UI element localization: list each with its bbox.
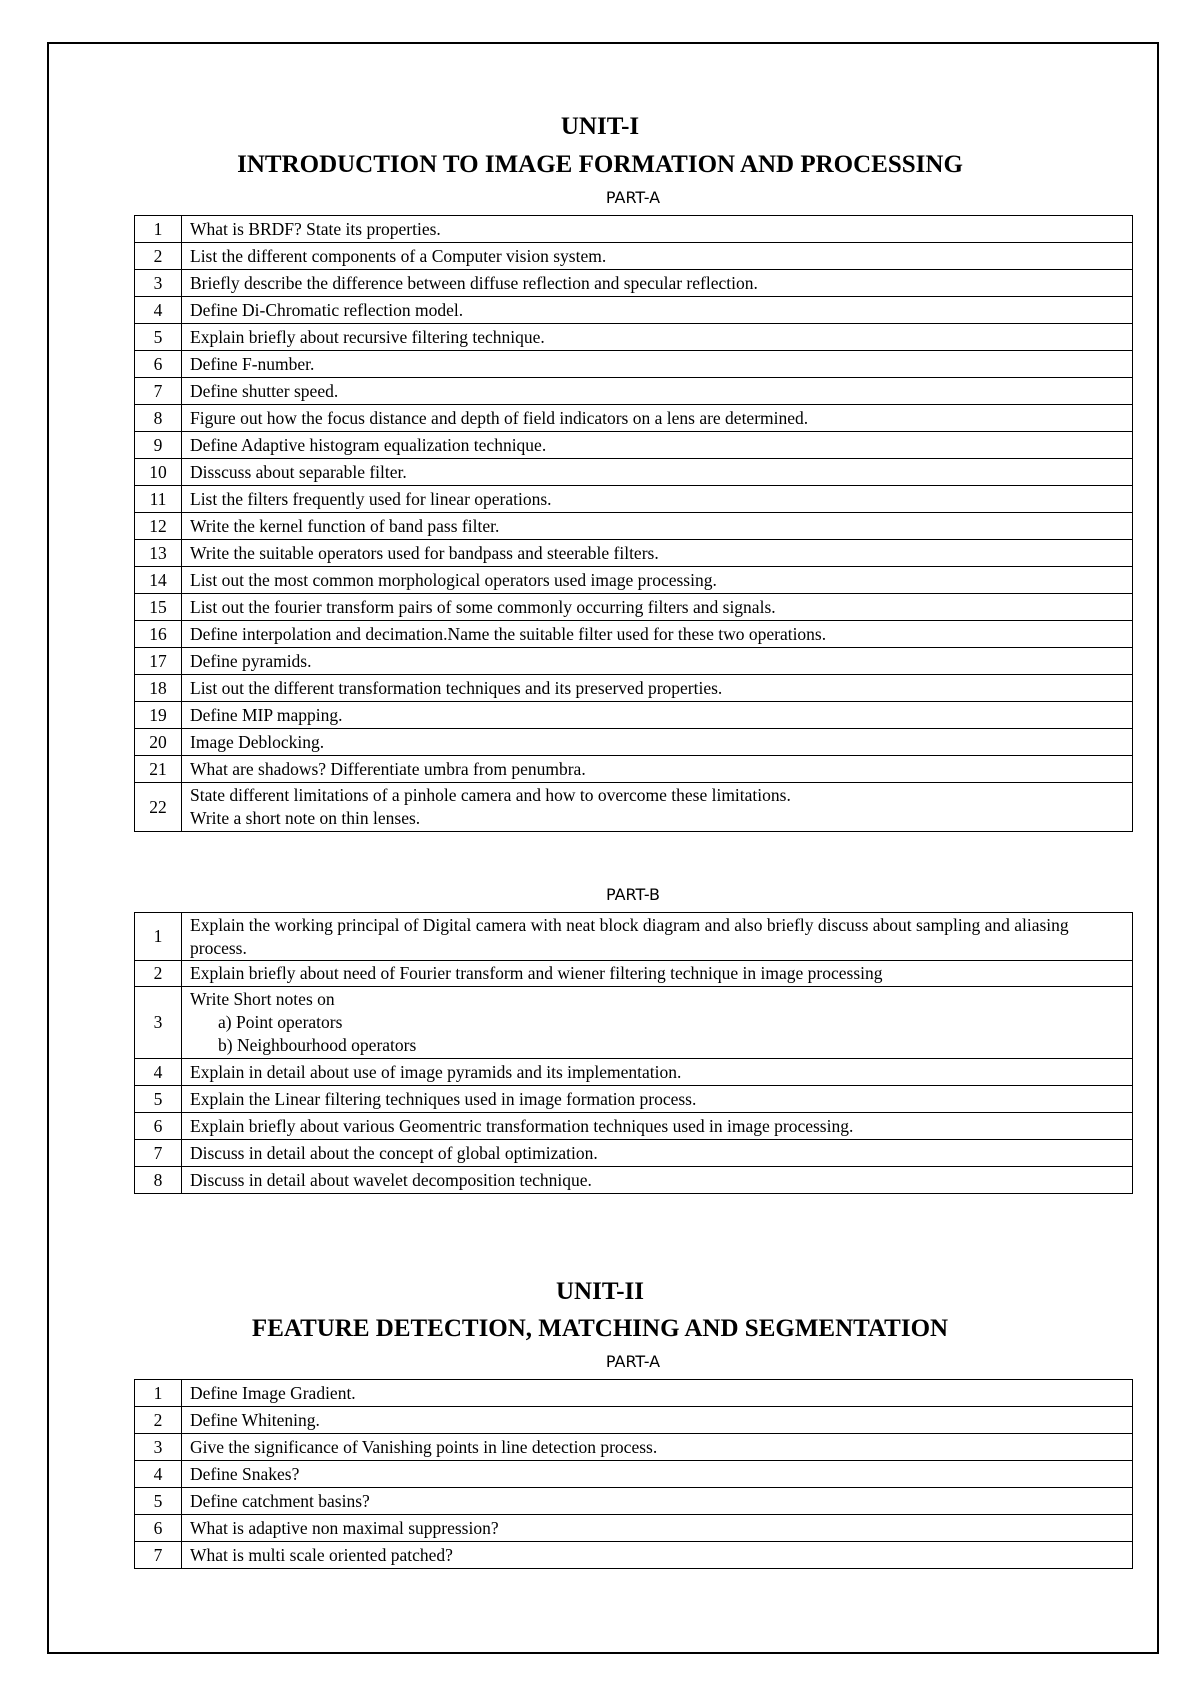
question-cell (182, 378, 1133, 405)
question-text: Write Short notes on (190, 989, 335, 1009)
question-cell (182, 1515, 1133, 1542)
question-number: 16 (135, 621, 182, 648)
question-number: 10 (135, 459, 182, 486)
question-cell (182, 961, 1133, 987)
question-row (135, 987, 1133, 1059)
question-cell (182, 756, 1133, 783)
question-text: Discuss in detail about the concept of global optimization. (190, 1142, 598, 1163)
question-row (135, 913, 1133, 961)
question-text: Explain briefly about various Geomentric transformation techniques used in image processing. (190, 1115, 854, 1136)
question-row (135, 297, 1133, 324)
question-number: 2 (135, 961, 182, 987)
question-number: 2 (135, 1407, 182, 1434)
question-row (135, 1140, 1133, 1167)
question-text: Explain briefly about recursive filtering technique. (190, 326, 545, 347)
question-text: Explain in detail about use of image pyramids and its implementation. (190, 1061, 682, 1082)
question-cell (182, 621, 1133, 648)
question-row (135, 702, 1133, 729)
question-cell (182, 702, 1133, 729)
question-text: What is multi scale oriented patched? (190, 1544, 453, 1565)
question-number: 8 (135, 405, 182, 432)
question-row (135, 351, 1133, 378)
unit-1-part-a-table (134, 215, 1133, 832)
question-number: 3 (135, 987, 182, 1059)
question-number: 4 (135, 297, 182, 324)
question-row (135, 1059, 1133, 1086)
question-number: 9 (135, 432, 182, 459)
unit-2-title: FEATURE DETECTION, MATCHING AND SEGMENTATION (251, 1315, 949, 1342)
question-row (135, 1434, 1133, 1461)
question-cell (182, 1407, 1133, 1434)
question-cell (182, 459, 1133, 486)
question-cell (182, 1086, 1133, 1113)
question-number: 22 (135, 783, 182, 832)
question-cell (182, 913, 1133, 961)
question-number: 4 (135, 1059, 182, 1086)
question-text: Briefly describe the difference between diffuse reflection and specular reflection. (190, 272, 758, 293)
question-cell (182, 351, 1133, 378)
question-text: Explain the Linear filtering techniques used in image formation process. (190, 1088, 697, 1109)
question-cell (182, 987, 1133, 1059)
question-text: List out the different transformation techniques and its preserved properties. (190, 677, 723, 698)
question-row (135, 594, 1133, 621)
question-row (135, 459, 1133, 486)
question-row (135, 513, 1133, 540)
question-cell (182, 405, 1133, 432)
question-cell (182, 1542, 1133, 1569)
question-row (135, 216, 1133, 243)
question-row (135, 567, 1133, 594)
question-text: Define Di-Chromatic reflection model. (190, 299, 464, 320)
question-cell (182, 1434, 1133, 1461)
question-row (135, 1461, 1133, 1488)
question-number: 19 (135, 702, 182, 729)
question-number: 7 (135, 1542, 182, 1569)
question-number: 17 (135, 648, 182, 675)
unit-1-part-b-label: PART-B (605, 885, 660, 904)
question-row (135, 486, 1133, 513)
question-text: List the different components of a Computer vision system. (190, 245, 607, 266)
question-cell (182, 1488, 1133, 1515)
question-text: Define F-number. (190, 353, 315, 374)
question-cell (182, 297, 1133, 324)
question-row (135, 1113, 1133, 1140)
question-cell (182, 324, 1133, 351)
question-row (135, 405, 1133, 432)
question-cell (182, 216, 1133, 243)
question-row (135, 540, 1133, 567)
question-text: Define MIP mapping. (190, 704, 343, 725)
question-number: 6 (135, 1113, 182, 1140)
question-row (135, 243, 1133, 270)
question-text: Write the kernel function of band pass filter. (190, 515, 500, 536)
question-row (135, 756, 1133, 783)
question-number: 5 (135, 324, 182, 351)
question-text: Define shutter speed. (190, 380, 339, 401)
question-number: 4 (135, 1461, 182, 1488)
question-row (135, 1488, 1133, 1515)
question-number: 13 (135, 540, 182, 567)
question-text: Define Whitening. (190, 1409, 320, 1430)
question-text: Explain briefly about need of Fourier transform and wiener filtering technique in image processing (190, 963, 883, 983)
question-cell (182, 513, 1133, 540)
question-cell (182, 486, 1133, 513)
question-text: What is adaptive non maximal suppression? (190, 1517, 499, 1538)
question-number: 1 (135, 1380, 182, 1407)
question-text: Write the suitable operators used for bandpass and steerable filters. (190, 542, 659, 563)
question-row (135, 648, 1133, 675)
question-row (135, 729, 1133, 756)
question-number: 7 (135, 1140, 182, 1167)
question-row (135, 1407, 1133, 1434)
question-text: List out the fourier transform pairs of some commonly occurring filters and signals. (190, 596, 776, 617)
question-row (135, 1380, 1133, 1407)
question-text: State different limitations of a pinhole camera and how to overcome these limitations. Write a short note on thin lenses. (190, 785, 791, 828)
question-row (135, 432, 1133, 459)
question-text: What is BRDF? State its properties. (190, 218, 441, 239)
question-cell (182, 729, 1133, 756)
question-row (135, 783, 1133, 832)
question-number: 5 (135, 1086, 182, 1113)
question-row (135, 1542, 1133, 1569)
unit-1-title: INTRODUCTION TO IMAGE FORMATION AND PROCESSING (237, 151, 963, 178)
unit-1-part-a-label: PART-A (605, 188, 661, 207)
unit-2-part-a-label: PART-A (605, 1352, 661, 1371)
question-row (135, 1086, 1133, 1113)
question-number: 6 (135, 351, 182, 378)
unit-2-label: UNIT-II (555, 1278, 644, 1305)
question-subitem: a) Point operators (218, 1012, 343, 1032)
question-text: Disscuss about separable filter. (190, 461, 407, 482)
question-cell (182, 1059, 1133, 1086)
question-text: Give the significance of Vanishing points in line detection process. (190, 1436, 658, 1457)
question-number: 8 (135, 1167, 182, 1194)
question-number: 11 (135, 486, 182, 513)
question-cell (182, 1461, 1133, 1488)
question-text: Define pyramids. (190, 650, 312, 671)
question-text: Define interpolation and decimation.Name the suitable filter used for these two operations. (190, 623, 827, 644)
question-cell (182, 243, 1133, 270)
question-number: 14 (135, 567, 182, 594)
question-number: 3 (135, 270, 182, 297)
question-text: List the filters frequently used for linear operations. (190, 488, 552, 509)
question-cell (182, 1113, 1133, 1140)
question-cell (182, 567, 1133, 594)
question-cell (182, 594, 1133, 621)
question-cell (182, 648, 1133, 675)
unit-1-label: UNIT-I (560, 113, 640, 140)
question-row (135, 378, 1133, 405)
question-number: 5 (135, 1488, 182, 1515)
question-number: 12 (135, 513, 182, 540)
question-subitem: b) Neighbourhood operators (218, 1035, 417, 1055)
question-number: 1 (135, 913, 182, 961)
unit-2-part-a-table (134, 1379, 1133, 1569)
question-cell (182, 540, 1133, 567)
question-cell (182, 1167, 1133, 1194)
question-number: 6 (135, 1515, 182, 1542)
question-text: Explain the working principal of Digital camera with neat block diagram and also briefly discuss about sampling and aliasing process. (190, 914, 1069, 958)
question-number: 15 (135, 594, 182, 621)
question-number: 18 (135, 675, 182, 702)
question-text: Define Image Gradient. (190, 1382, 356, 1403)
question-number: 2 (135, 243, 182, 270)
question-number: 20 (135, 729, 182, 756)
question-cell (182, 783, 1133, 832)
question-text: Define catchment basins? (190, 1490, 370, 1511)
question-row (135, 270, 1133, 297)
question-text: Discuss in detail about wavelet decomposition technique. (190, 1169, 592, 1190)
question-text: Define Adaptive histogram equalization technique. (190, 434, 547, 455)
question-cell (182, 270, 1133, 297)
question-number: 21 (135, 756, 182, 783)
question-text: List out the most common morphological operators used image processing. (190, 569, 717, 590)
question-text: Image Deblocking. (190, 731, 325, 752)
question-row (135, 961, 1133, 987)
question-row (135, 1515, 1133, 1542)
question-row (135, 1167, 1133, 1194)
question-text: What are shadows? Differentiate umbra from penumbra. (190, 758, 586, 779)
question-number: 7 (135, 378, 182, 405)
question-cell (182, 1380, 1133, 1407)
question-row (135, 675, 1133, 702)
question-cell (182, 432, 1133, 459)
question-number: 1 (135, 216, 182, 243)
question-cell (182, 1140, 1133, 1167)
question-text: Define Snakes? (190, 1463, 300, 1484)
question-number: 3 (135, 1434, 182, 1461)
question-cell (182, 675, 1133, 702)
question-text: Figure out how the focus distance and depth of field indicators on a lens are determined. (190, 407, 809, 428)
question-row (135, 621, 1133, 648)
question-row (135, 324, 1133, 351)
unit-1-part-b-table (134, 912, 1133, 1194)
